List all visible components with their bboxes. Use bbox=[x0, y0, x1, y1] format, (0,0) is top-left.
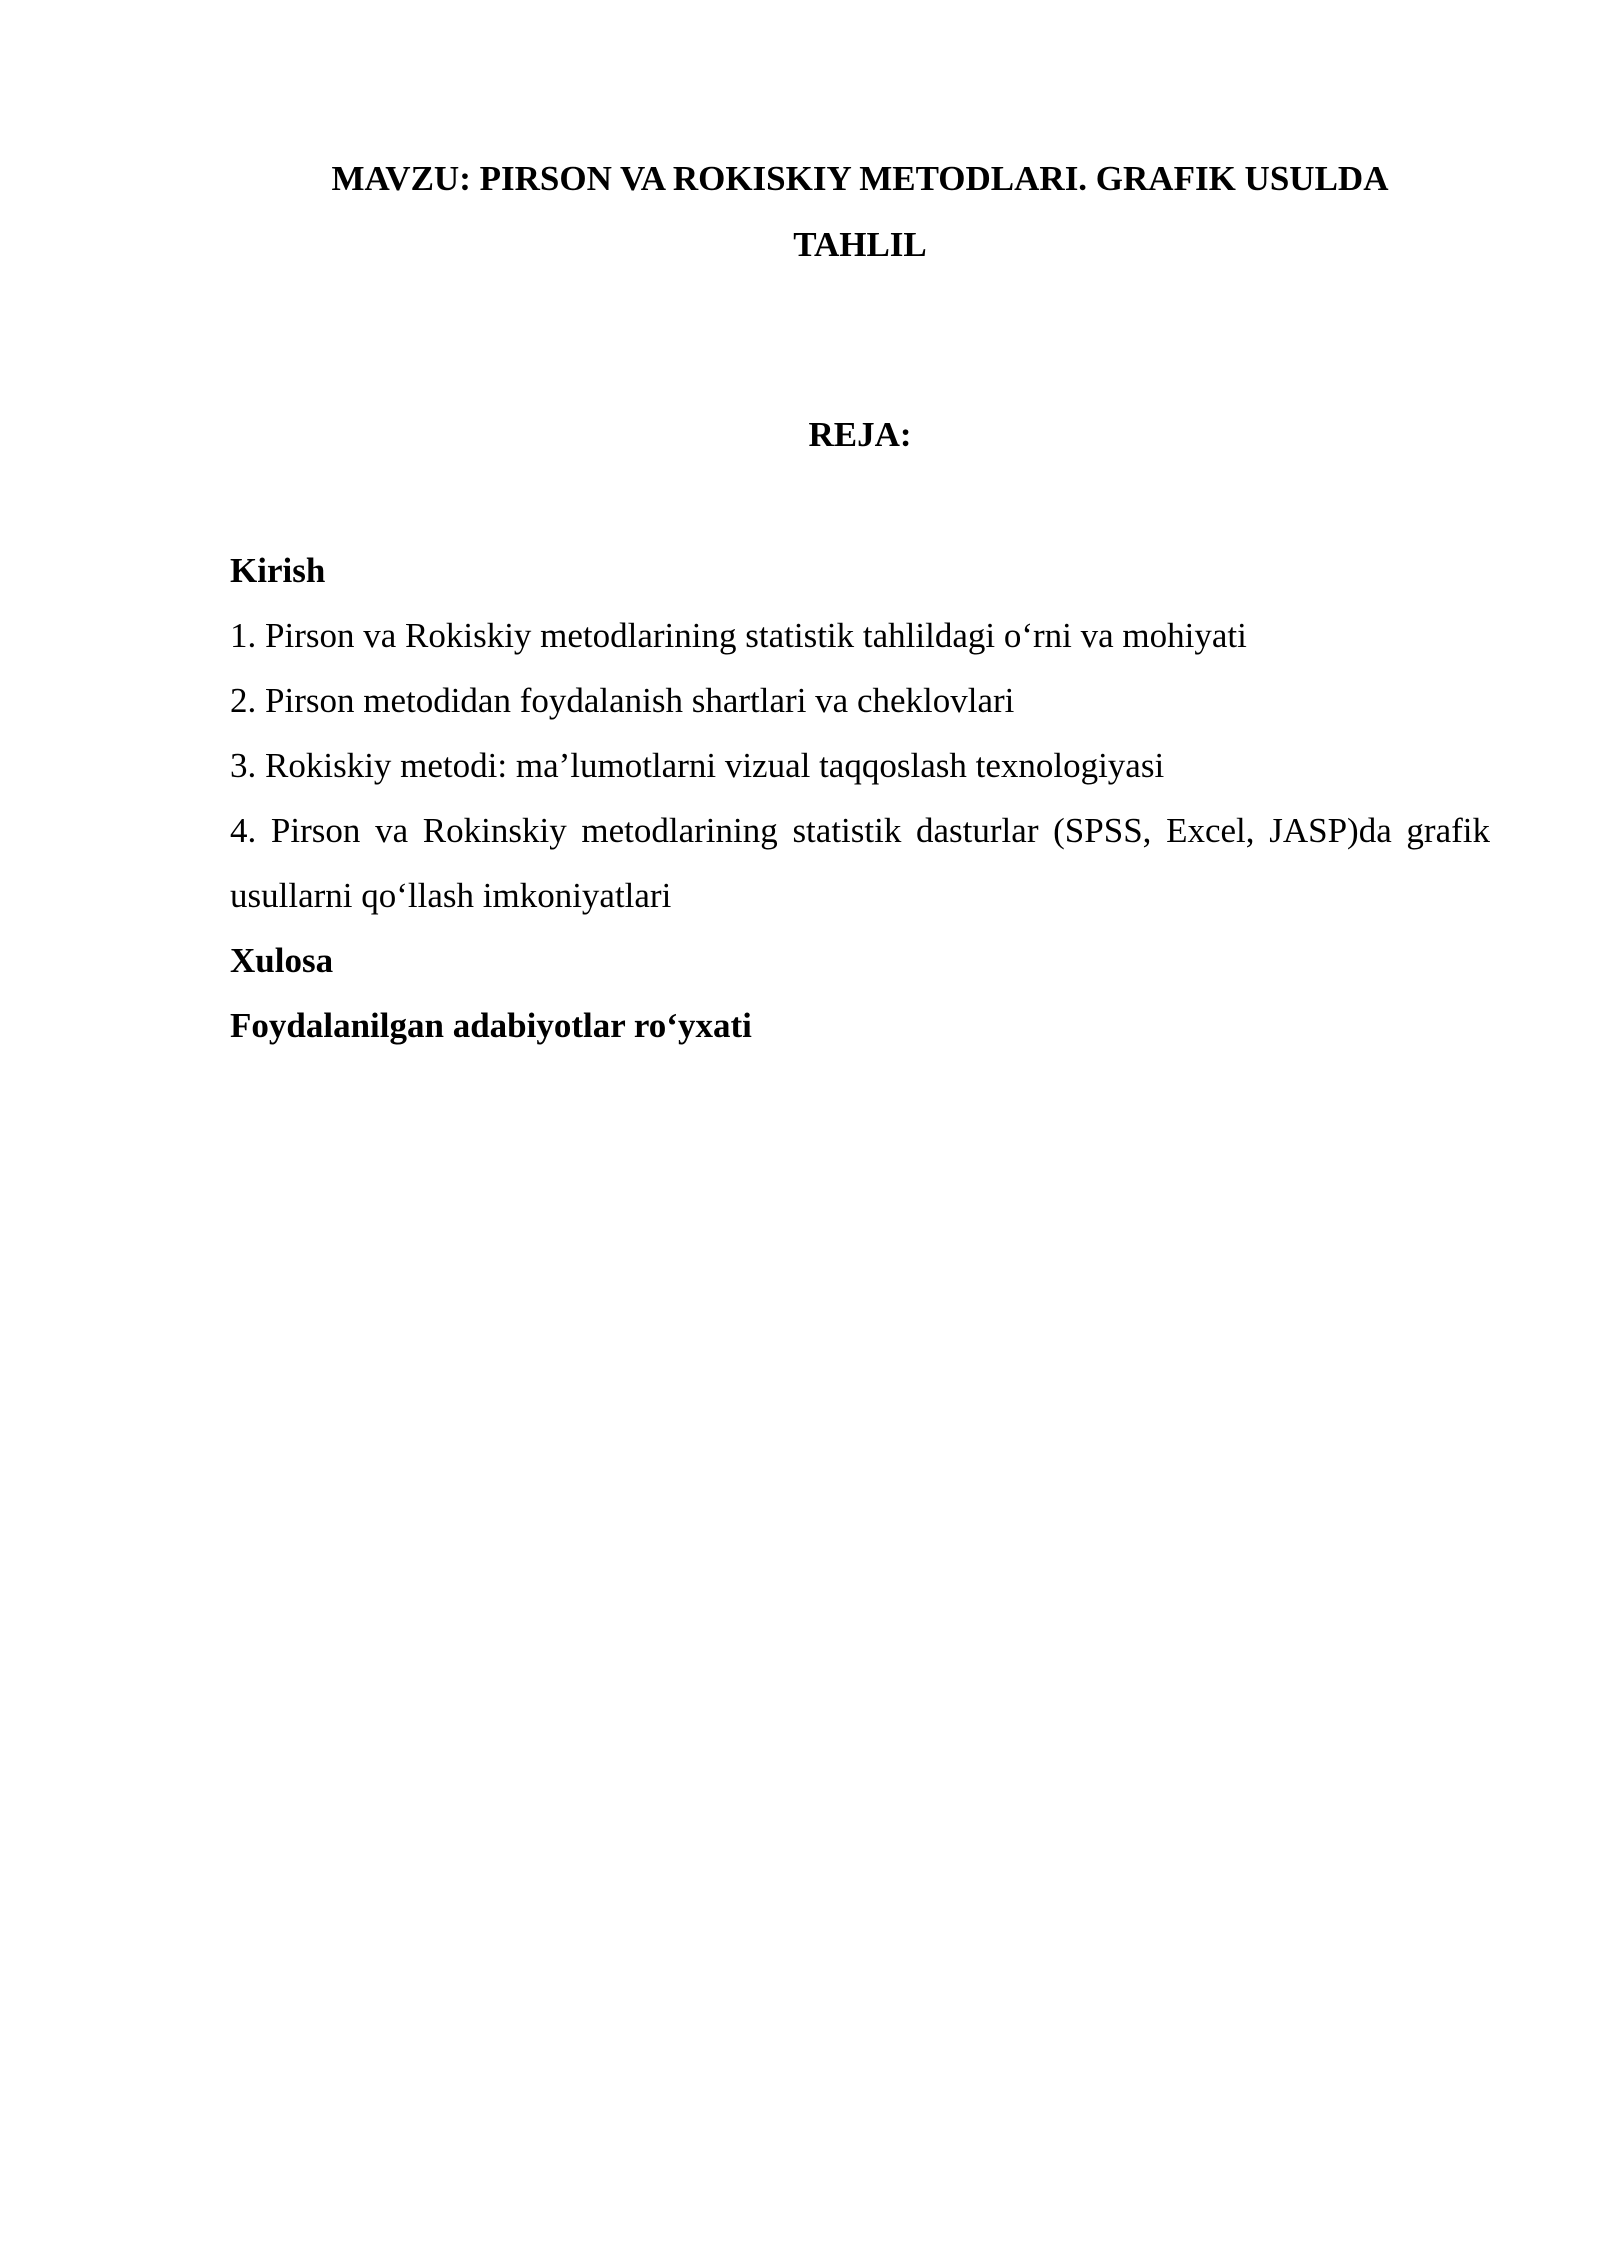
title-line-2: TAHLIL bbox=[793, 225, 927, 264]
plan-list bbox=[230, 538, 1490, 1058]
plan-heading: REJA: bbox=[808, 415, 912, 454]
plan-item-conclusion: Xulosa bbox=[230, 941, 334, 980]
plan-item-introduction: Kirish bbox=[230, 551, 326, 590]
plan-item-references: Foydalanilgan adabiyotlar ro‘yxati bbox=[230, 1006, 752, 1045]
plan-item-2: 2. Pirson metodidan foydalanish shartlari va cheklovlari bbox=[230, 681, 1015, 720]
plan-item-1: 1. Pirson va Rokiskiy metodlarining statistik tahlildagi o‘rni va mohiyati bbox=[230, 616, 1247, 655]
document-title bbox=[230, 146, 1490, 278]
plan-item-4: 4. Pirson va Rokinskiy metodlarining statistik dasturlar (SPSS, Excel, JASP)da grafik usullarni qo‘llash imkoniyatlari bbox=[230, 811, 1490, 915]
title-line-1: MAVZU: PIRSON VA ROKISKIY METODLARI. GRAFIK USULDA bbox=[331, 159, 1389, 198]
plan-item-3: 3. Rokiskiy metodi: ma’lumotlarni vizual taqqoslash texnologiyasi bbox=[230, 746, 1165, 785]
